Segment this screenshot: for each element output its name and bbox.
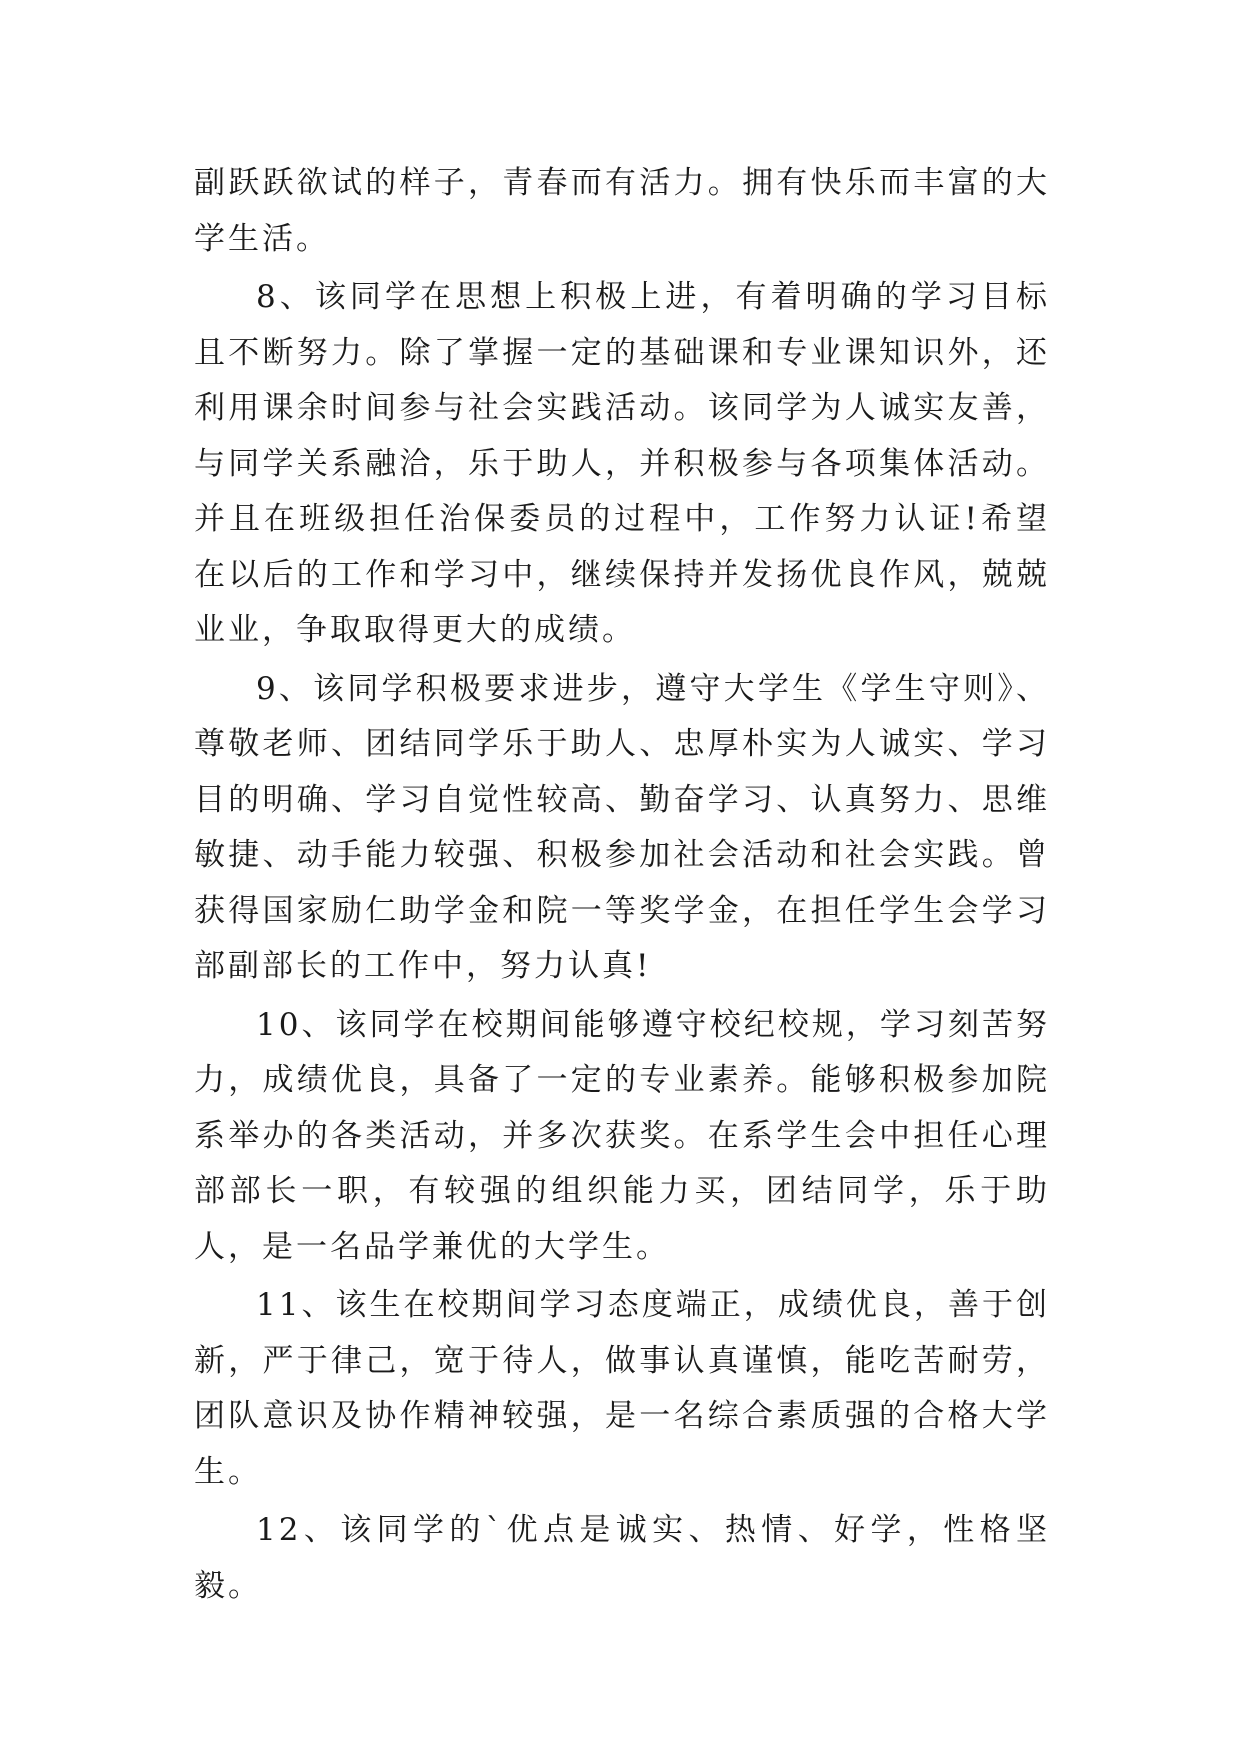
- paragraph-item-9: 9、该同学积极要求进步，遵守大学生《学生守则》、尊敬老师、团结同学乐于助人、忠厚朴实为人诚实、学习目的明确、学习自觉性较高、勤奋学习、认真努力、思维敏捷、动手能力较强、积极参加社会活动和社会实践。曾获得国家励仁助学金和院一等奖学金，在担任学生会学习部副部长的工作中，努力认真!: [194, 670, 1050, 984]
- paragraph-item-11: 11、该生在校期间学习态度端正，成绩优良，善于创新，严于律己，宽于待人，做事认真谨慎，能吃苦耐劳，团队意识及协作精神较强，是一名综合素质强的合格大学生。: [194, 1287, 1050, 1490]
- paragraph-item-10: 10、该同学在校期间能够遵守校纪校规，学习刻苦努力，成绩优良，具备了一定的专业素养。能够积极参加院系举办的各类活动，并多次获奖。在系学生会中担任心理部部长一职，有较强的组织能力买，团结同学，乐于助人，是一名品学兼优的大学生。: [194, 1006, 1050, 1265]
- paragraph-continuation: 副跃跃欲试的样子，青春而有活力。拥有快乐而丰富的大学生活。: [194, 165, 1050, 257]
- paragraph-item-12: 12、该同学的`优点是诚实、热情、好学，性格坚毅。: [194, 1512, 1050, 1604]
- document-body: [194, 156, 1050, 1617]
- paragraph-item-8: 8、该同学在思想上积极上进，有着明确的学习目标且不断努力。除了掌握一定的基础课和专业课知识外，还利用课余时间参与社会实践活动。该同学为人诚实友善，与同学关系融洽，乐于助人，并积极参与各项集体活动。并且在班级担任治保委员的过程中，工作努力认证!希望在以后的工作和学习中，继续保持并发扬优良作风，兢兢业业，争取取得更大的成绩。: [194, 279, 1050, 648]
